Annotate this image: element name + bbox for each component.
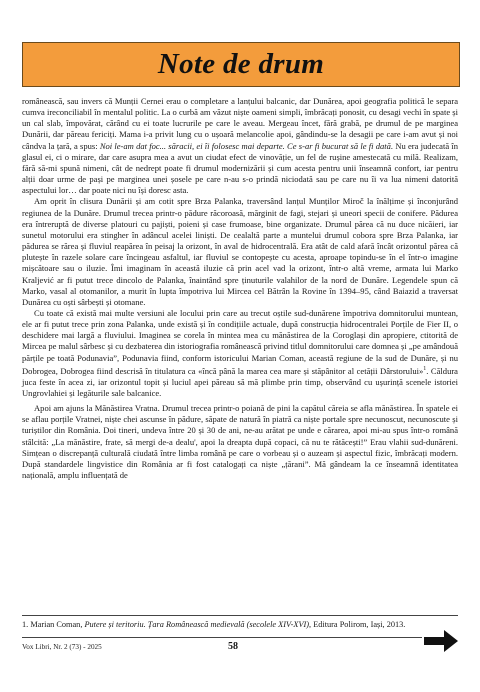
paragraph-2: Am oprit în clisura Dunării și am cotit spre Brza Palanka, traversând lanțul Munților Miroč la înălțime și înconjurând regiunea de la Dunăre. Drumul trecea printr-o pădure răcoroasă, mărginit de fagi, stejari și uneori specii de conifere. Pădurea era întreruptă de diverse platouri cu pajiști, poieni și case frumoase, bine organizate. Drumul părea că nu duce nicăieri, iar sunetul motorului era stingher în adâncul acelei liniști. De cealaltă parte a muntelui drumul cobora spre Brza Palanka, iar pădurea se rărea și fluviul reapărea în peisaj la orizont, în aval de hidrocentrală. Era atât de cald afară încât orizontul părea că plutește în razele solare care încingeau asfaltul, iar fluviul se contopește cu acesta, aproape topindu-se în el într-o imagine mișcătoare sau o iluzie. Îmi imaginam în această iluzie că prin acel vad la orizont, într-o altă vreme, armata lui Marko Kraljević ar fi putut trece dincolo de Palanka, înaintând spre ținuturile valahilor de la nord de Dunăre. Legendele spun că Marko, vasal al otomanilor, a murit în lupta împotriva lui Mircea cel Bătrân la Rovine în 1394–95, când Baiazid a traversat Dunărea cu oști sârbești și otomane. <box>22 196 458 307</box>
section-banner <box>22 42 460 87</box>
footer-divider <box>22 637 422 638</box>
footnote-title: Putere și teritoriu. Țara Românească medievală (secolele XIV-XVI) <box>84 620 310 629</box>
section-title: Note de drum <box>157 48 325 80</box>
paragraph-1-text: românească, sau invers că Munții Cernei erau o completare a lanțului balcanic, dar Dunărea, apoi geografia politică le separa cumva ireconciliabil în mentalul politic. La o curbă am văzut niște oameni simpli, îmbrăcați ponosit, cu desagi vechi în spate și un cal slab, împovărat, cărând cu ei toate lucrurile pe care le aveau. Mergeau încet, fără grabă, pe drumul de pe marginea Dunării, dar păreau fericiți. Mama i-a privit lung cu o ușoară melancolie apoi, gândindu-se la desagii pe care i-am avut și noi cândva la țară, a spus: <box>22 96 458 151</box>
paragraph-3-text: Cu toate că există mai multe versiuni ale locului prin care au trecut oștile sud-dunărene împotriva domnitorului muntean, ele ar fi putut trece prin zona Palanka, unde există și în condițiile actuale, după construcția hidrocentralei Porțile de Fier II, o deschidere mai largă a fluviului. Imaginea se corela în mintea mea cu mănăstirea de la Coroglași din apropiere, ctitorită de Mircea pe malul sârbesc și cu dezbaterea din istoriografia românească privind titlul domnitorului care domnea și „pe amândouă părțile pe toată Podunavia”, Podunavia fiind, conform istoricului Marian Coman, această regiune de la sud de Dunăre, și nu Dobrogea, Dobrogea fiind descrisă în titulatura ca «încă până la marea cea mare și stăpânitor al cetății Dârstorului» <box>22 307 458 376</box>
page-number: 58 <box>228 641 238 652</box>
footnote-number: 1. <box>22 620 29 629</box>
paragraph-1-continued: Nu era judecată în glasul ei, ci o mirare, dar care asupra mea a avut un ciudat efect de vinovăție, un fel de rușine amestecată cu milă. Realizam, fără să-mi spună nimeni, cât de nedrept poate fi drumul modernizării și cum acesta pentru unii înseamnă confort, iar pentru alții doar urme de pași pe marginea unei șosele pe care n-au s-o prindă niciodată sau pe care nu îi va lua nimeni datorită aspectului lor… dar poate nici nu își doresc asta. <box>22 140 458 196</box>
footnote-author: Marian Coman, <box>30 620 83 629</box>
quote-italic: Noi le-am dat foc... săracii, ei îi folosesc mai departe. Ce s-ar fi bucurat să le fi dată. <box>99 140 394 151</box>
arrow-right-icon[interactable] <box>424 630 458 652</box>
journal-info: Vox Libri, Nr. 2 (73) - 2025 <box>22 643 102 651</box>
footnote-ref[interactable]: 1 <box>423 365 427 372</box>
footnote-divider <box>22 615 458 616</box>
footnote-publisher: , Editura Polirom, Iași, 2013. <box>309 620 406 629</box>
paragraph-3-continued: . Căldura juca feste în acea zi, iar orizontul topit și luciul apei păreau să mă plimbe prin timp, observând cu ușurință scenele istoriei Ungrovlahiei și legăturile sale balcanice. <box>22 365 458 398</box>
paragraph-1 <box>22 96 458 196</box>
article-body <box>22 96 458 481</box>
paragraph-4: Apoi am ajuns la Mănăstirea Vratna. Drumul trecea printr-o poiană de pini la capătul căreia se afla mănăstirea. În spatele ei se aflau porțile Vratnei, niște chei ascunse în pădure, săpate de natură în piatră ca niște portale spre necunoscut, necunoscute și turiștilor din România. Doi tineri, undeva între 20 și 30 de ani, ne-au arătat pe unde e cărarea, apoi mi-au spus într-o română stâlcită: „La mănăstire, frate, să mergi de-a dealu', apoi la dreapta după copaci, că nu te rătăcești!” Erau vlahii sud-dunăreni. Simțean o discrepanță culturală ciudată între limba română pe care o vorbeau și o auzeam și aspectul fizic, îmbrăcați modern. După standardele lingvistice din România ar fi fost catalogați ca niște „țărani”. Mă gândeam la ce înseamnă identitatea națională, amplu influențată de <box>22 403 458 480</box>
footnote <box>22 620 458 630</box>
paragraph-3 <box>22 308 458 399</box>
